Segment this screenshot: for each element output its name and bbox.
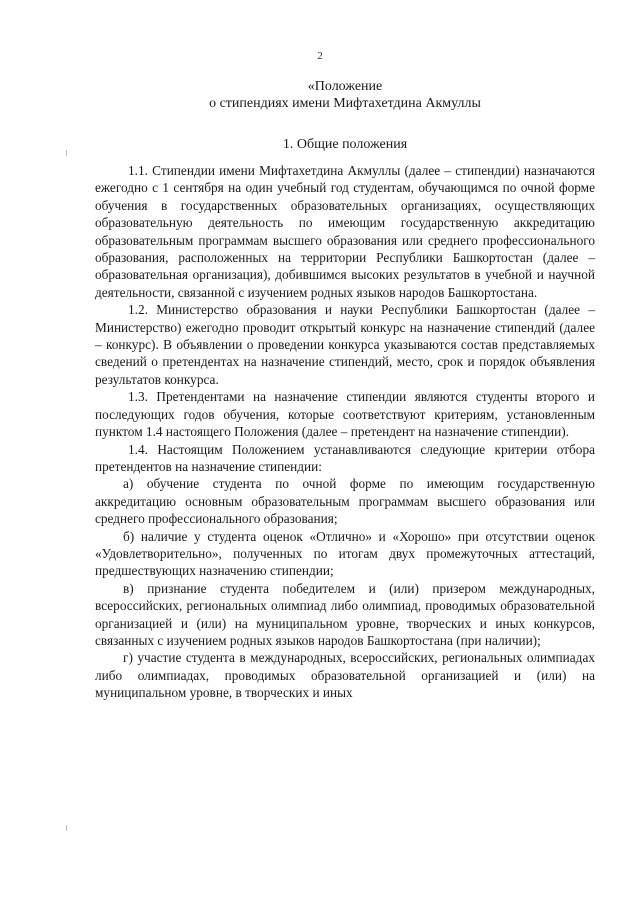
criterion-g: г) участие студента в международных, всероссийских, региональных олимпиадах либо олимпиадах, проводимых образовательной организацией и (или) на муниципальном уровне, в творческих и иных xyxy=(95,650,595,701)
page-number: 2 xyxy=(317,50,323,62)
section-heading: 1. Общие положения xyxy=(282,137,408,152)
paragraph-1-4: 1.4. Настоящим Положением устанавливаются следующие критерии отбора претендентов на назначение стипендии: xyxy=(95,441,595,474)
criterion-b: б) наличие у студента оценок «Отлично» и «Хорошо» при отсутствии оценок «Удовлетворительно», полученных по итогам двух промежуточных аттестаций, предшествующих назначению стипендии; xyxy=(95,528,595,579)
title-line-2: о стипендиях имени Мифтахетдина Акмуллы xyxy=(209,96,481,111)
document-title xyxy=(95,78,595,112)
scan-margin-mark xyxy=(66,150,67,156)
paragraph-1-3: 1.3. Претендентами на назначение стипендии являются студенты второго и последующих годов обучения, которые соответствуют критериям, установленным пунктом 1.4 настоящего Положения (далее – претендент на назначение стипендии). xyxy=(95,389,595,440)
paragraph-1-1: 1.1. Стипендии имени Мифтахетдина Акмуллы (далее – стипендии) назначаются ежегодно с 1 сентября на один учебный год студентам, обучающимся по очной форме обучения в государственных образовательных организациях, осуществляющих образовательную деятельность по имеющим государственную аккредитацию образовательным программам высшего образования или среднего профессионального образования, расположенных на территории Республики Башкортостан (далее – образовательная организация), добившимся высоких результатов в учебной и научной деятельности, связанной с изучением родных языков народов Башкортостана. xyxy=(95,163,595,300)
document-body xyxy=(95,162,595,702)
criterion-v: в) признание студента победителем и (или) призером международных, всероссийских, региональных олимпиад либо олимпиад, проводимых образовательной организацией и (или) на муниципальном уровне, творческих и иных конкурсов, связанных с изучением родных языков народов Башкортостана (при наличии); xyxy=(95,580,595,648)
scan-margin-mark xyxy=(66,825,67,831)
paragraph-1-2: 1.2. Министерство образования и науки Республики Башкортостан (далее – Министерство) ежегодно проводит открытый конкурс на назначение стипендий (далее – конкурс). В объявлении о проведении конкурса указываются состав представляемых сведений о претендентах на назначение стипендий, место, срок и порядок объявления результатов конкурса. xyxy=(95,302,595,387)
title-line-1: «Положение xyxy=(307,79,383,94)
criterion-a: а) обучение студента по очной форме по имеющим государственную аккредитацию основным образовательным программам высшего образования или среднего профессионального образования; xyxy=(95,476,595,527)
